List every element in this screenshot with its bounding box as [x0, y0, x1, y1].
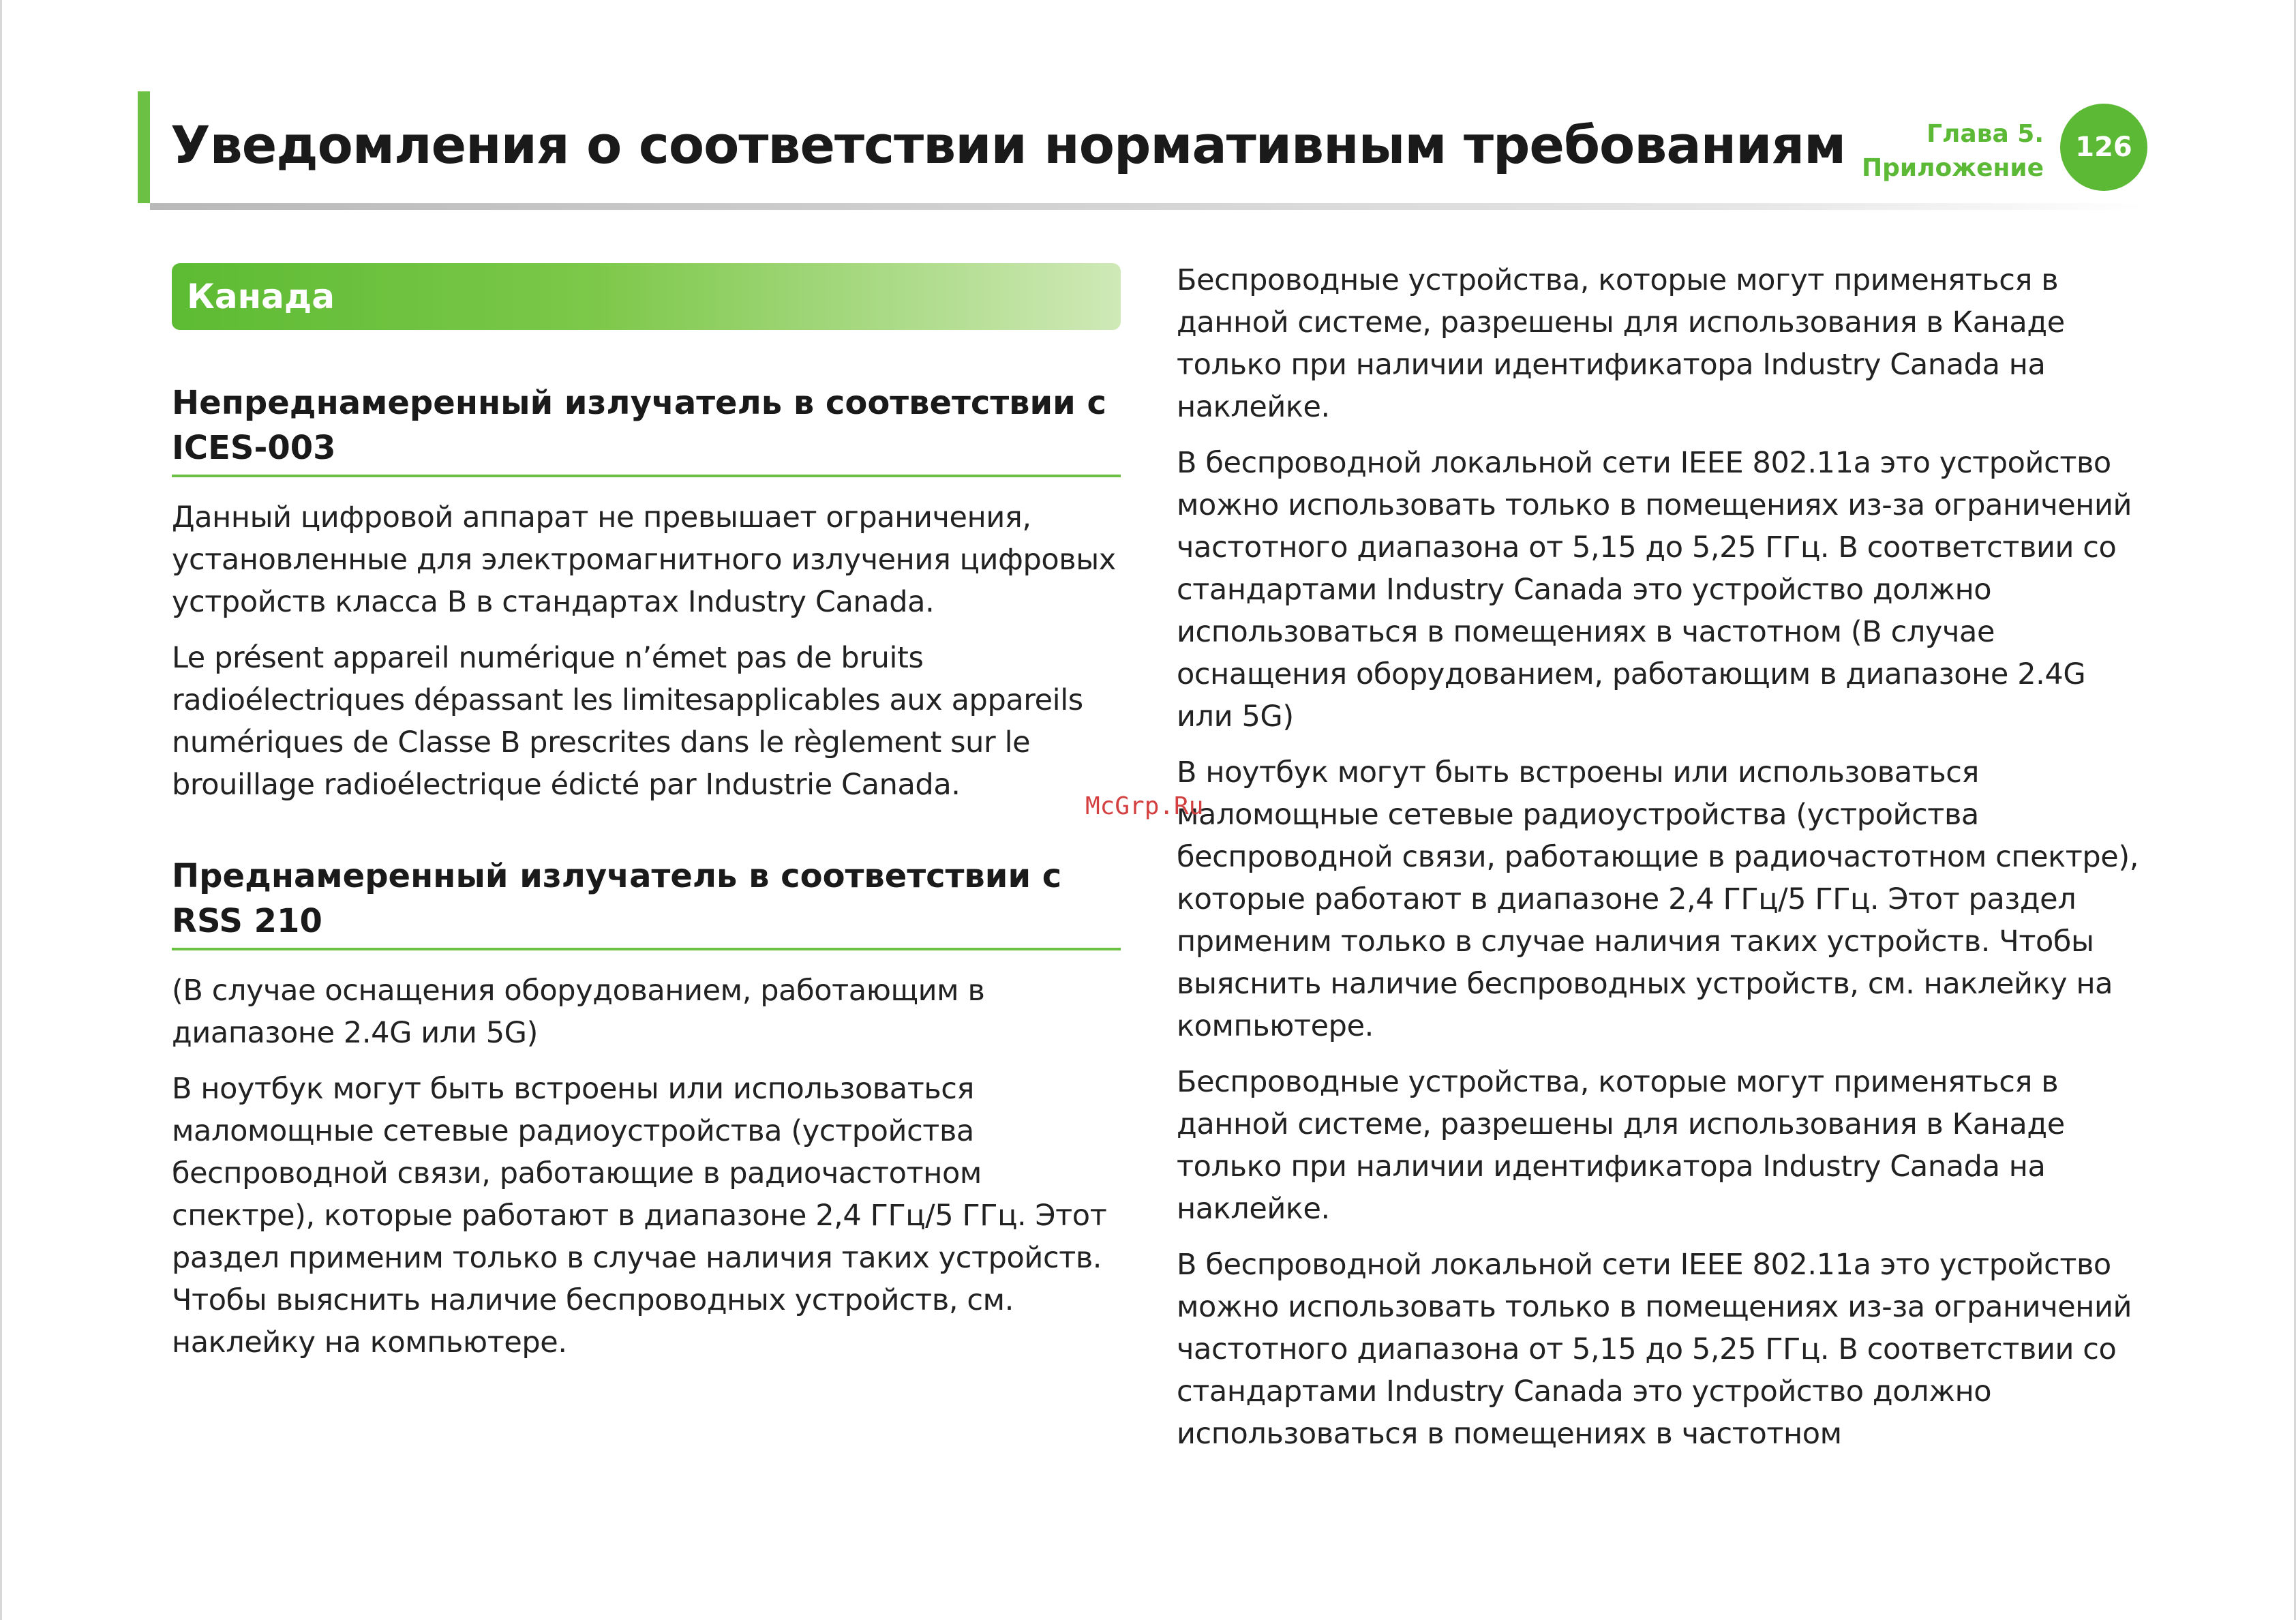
chapter-number: Глава 5.	[1927, 120, 2044, 148]
section-title: Канада	[187, 277, 335, 316]
page-title: Уведомления о соответствии нормативным требованиям	[170, 115, 1846, 175]
page-border-left	[0, 0, 2, 1620]
watermark: McGrp.Ru	[1085, 792, 1204, 820]
paragraph-right-3: В ноутбук могут быть встроены или использоваться маломощные сетевые радиоустройства (устройства беспроводной связи, работающие в радиочастотном спектре), которые работают в диапазоне 2,4 ГГц/5 ГГц. Этот раздел применим только в случае наличия таких устройств. Чтобы выяснить наличие беспроводных устройств, см. наклейку на компьютере.	[1177, 755, 2139, 1043]
paragraph-right-1: Беспроводные устройства, которые могут применяться в данной системе, разрешены для использования в Канаде только при наличии идентификатора Industry Canada на наклейке.	[1177, 263, 2065, 424]
header-accent-bar	[138, 91, 150, 203]
section-title-bar	[172, 263, 1121, 330]
paragraph-ices-fr: Le présent appareil numérique n’émet pas de bruits radioélectriques dépassant les limitesapplicables aux appareils numériques de Classe B prescrites dans le règlement sur le brouillage radioélectrique édicté par Industrie Canada.	[172, 641, 1083, 802]
chapter-label	[1862, 117, 2044, 185]
paragraph-ices-ru: Данный цифровой аппарат не превышает ограничения, установленные для электромагнитного излучения цифровых устройств класса B в стандартах Industry Canada.	[172, 500, 1116, 619]
paragraph-right-4: Беспроводные устройства, которые могут применяться в данной системе, разрешены для использования в Канаде только при наличии идентификатора Industry Canada на наклейке.	[1177, 1065, 2065, 1226]
subheading-ices-003: Непреднамеренный излучатель в соответствии с ICES-003	[172, 380, 1121, 477]
right-column	[1177, 259, 2145, 1455]
chapter-name: Приложение	[1862, 154, 2044, 182]
paragraph-rss-band-note: (В случае оснащения оборудованием, работающим в диапазоне 2.4G или 5G)	[172, 974, 985, 1050]
paragraph-rss-devices: В ноутбук могут быть встроены или использоваться маломощные сетевые радиоустройства (устройства беспроводной связи, работающие в радиочастотном спектре), которые работают в диапазоне 2,4 ГГц/5 ГГц. Этот раздел применим только в случае наличия таких устройств. Чтобы выяснить наличие беспроводных устройств, см. наклейку на компьютере.	[172, 1072, 1107, 1360]
paragraph-right-5: В беспроводной локальной сети IEEE 802.11a это устройство можно использовать только в помещениях из-за ограничений частотного диапазона от 5,15 до 5,25 ГГц. В соответствии со стандартами Industry Canada это устройство должно использоваться в помещениях в частотном	[1177, 1248, 2132, 1451]
paragraph-right-2: В беспроводной локальной сети IEEE 802.11a это устройство можно использовать только в помещениях из-за ограничений частотного диапазона от 5,15 до 5,25 ГГц. В соответствии со стандартами Industry Canada это устройство должно использоваться в помещениях в частотном (В случае оснащения оборудованием, работающим в диапазоне 2.4G или 5G)	[1177, 446, 2132, 734]
header-divider	[150, 203, 2147, 210]
page-number-badge: 126	[2060, 104, 2147, 191]
subheading-rss-210: Преднамеренный излучатель в соответствии с RSS 210	[172, 854, 1121, 950]
left-column	[172, 263, 1121, 1364]
